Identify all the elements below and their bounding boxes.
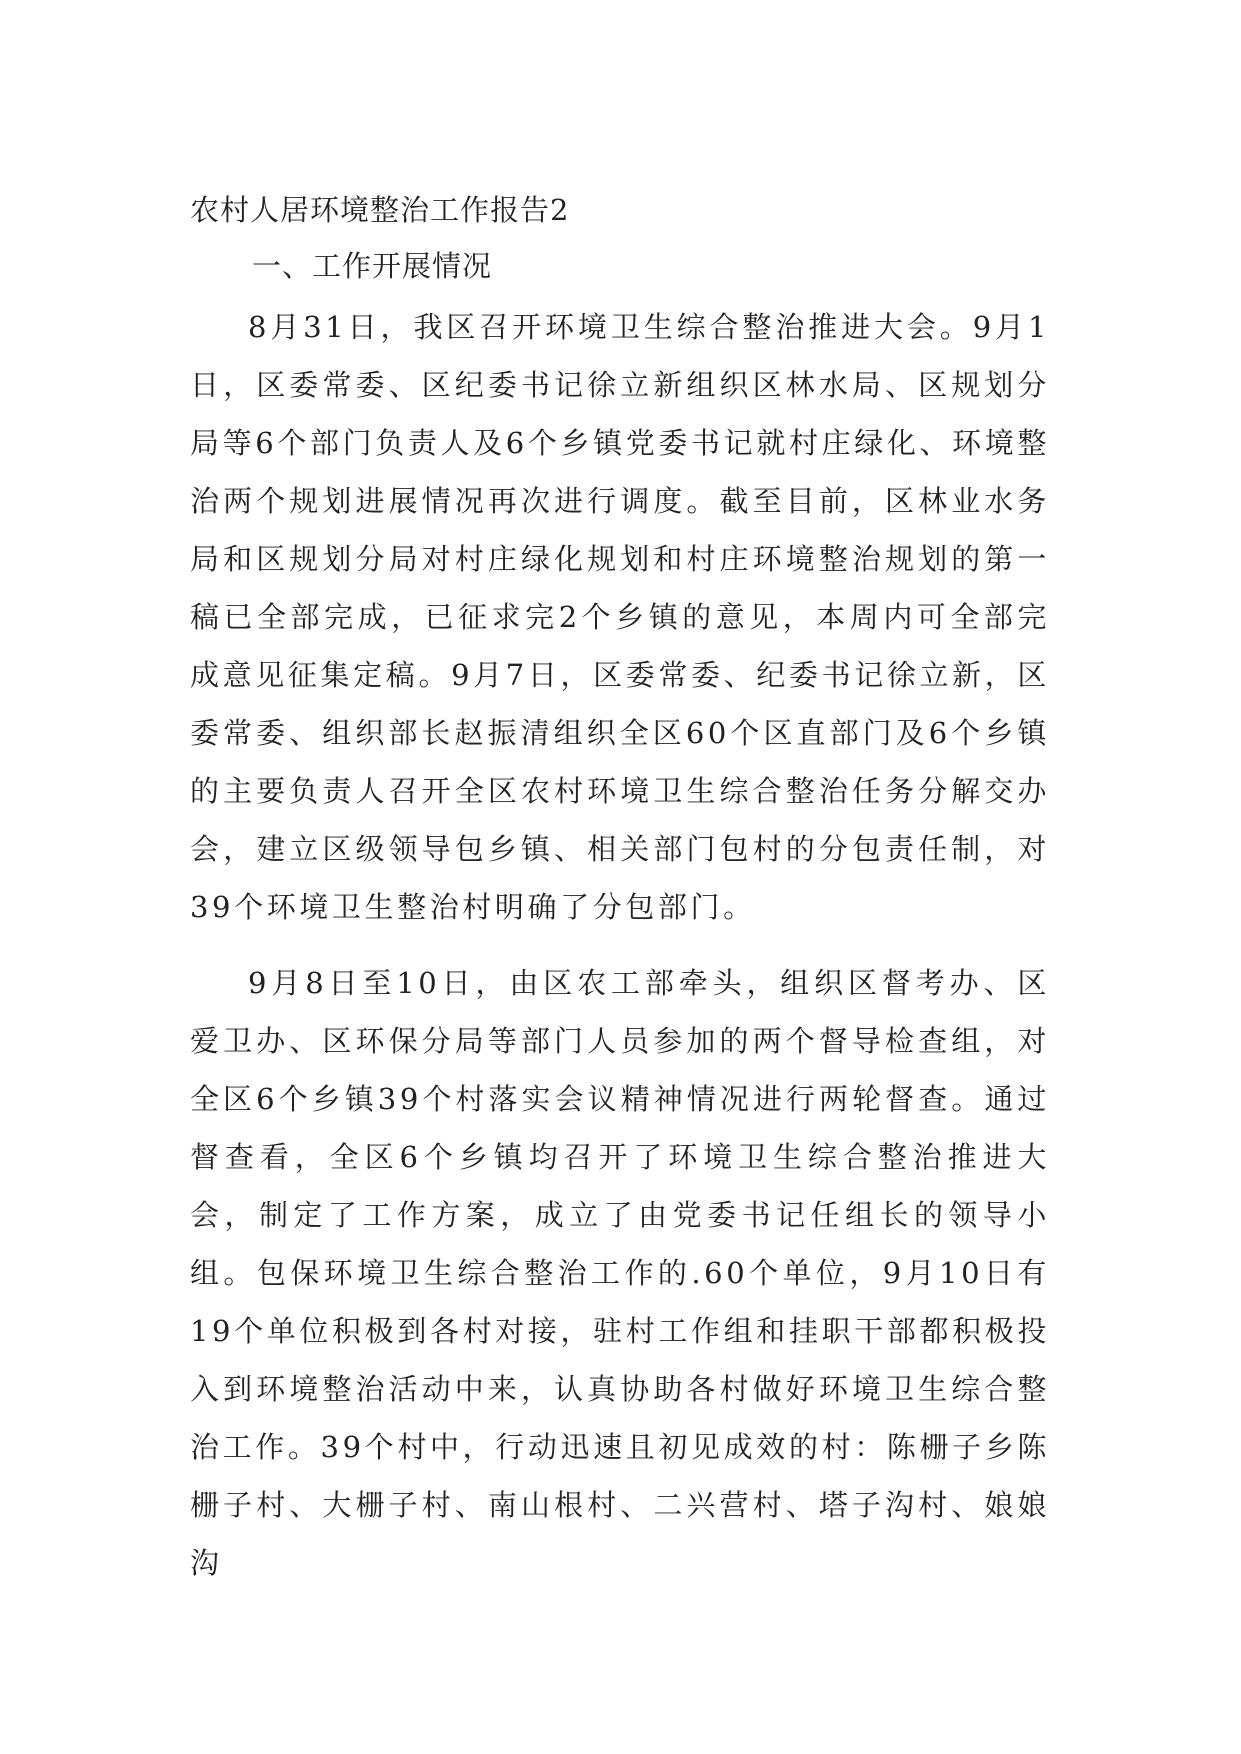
document-body (190, 190, 1050, 1592)
paragraph-2: 9月8日至10日，由区农工部牵头，组织区督考办、区爱卫办、区环保分局等部门人员参加的两个督导检查组，对全区6个乡镇39个村落实会议精神情况进行两轮督查。通过督查看，全区6个乡镇均召开了环境卫生综合整治推进大会，制定了工作方案，成立了由党委书记任组长的领导小组。包保环境卫生综合整治工作的.60个单位，9月10日有19个单位积极到各村对接，驻村工作组和挂职干部都积极投入到环境整治活动中来，认真协助各村做好环境卫生综合整治工作。39个村中，行动迅速且初见成效的村：陈栅子乡陈栅子村、大栅子村、南山根村、二兴营村、塔子沟村、娘娘沟 (190, 966, 1050, 1580)
section-heading: 一、工作开展情况 (252, 249, 493, 283)
paragraph-1: 8月31日，我区召开环境卫生综合整治推进大会。9月1日，区委常委、区纪委书记徐立新组织区林水局、区规划分局等6个部门负责人及6个乡镇党委书记就村庄绿化、环境整治两个规划进展情况再次进行调度。截至目前，区林业水务局和区规划分局对村庄绿化规划和村庄环境整治规划的第一稿已全部完成，已征求完2个乡镇的意见，本周内可全部完成意见征集定稿。9月7日，区委常委、纪委书记徐立新，区委常委、组织部长赵振清组织全区60个区直部门及6个乡镇的主要负责人召开全区农村环境卫生综合整治任务分解交办会，建立区级领导包乡镇、相关部门包村的分包责任制，对39个环境卫生整治村明确了分包部门。 (190, 310, 1050, 924)
document-title: 农村人居环境整治工作报告2 (190, 193, 570, 227)
